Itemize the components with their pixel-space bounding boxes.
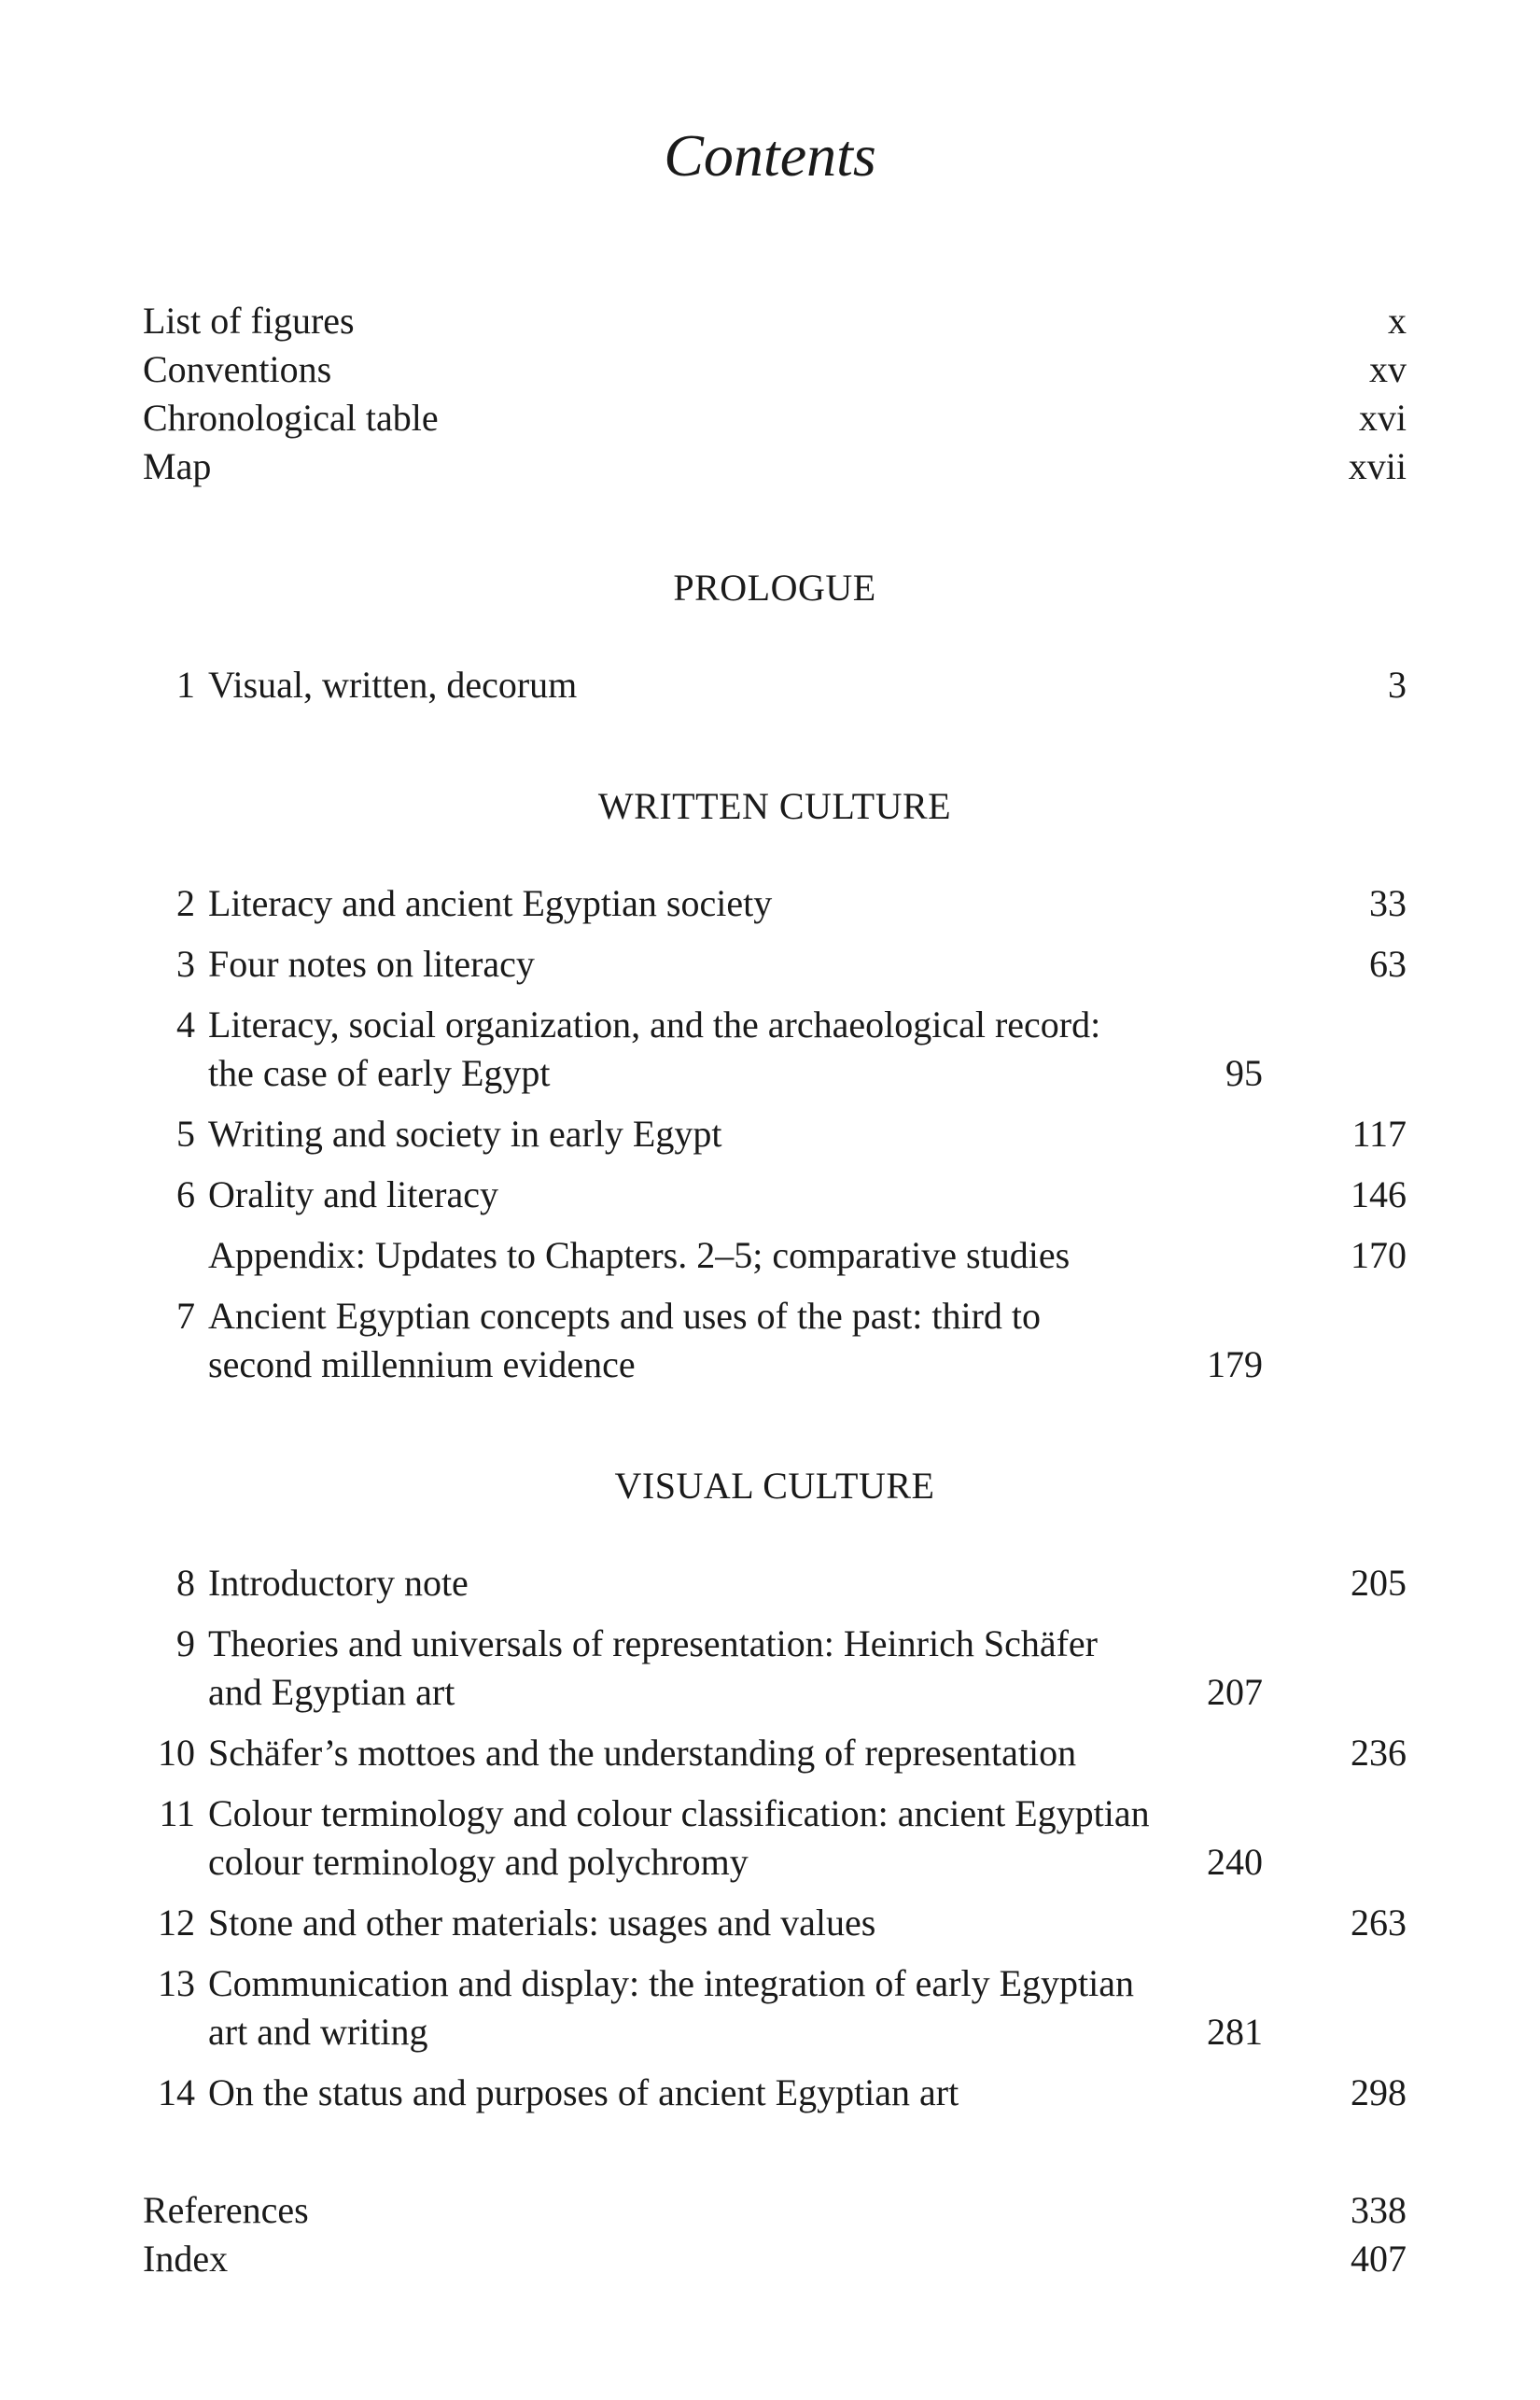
- chapter-title: Ancient Egyptian concepts and uses of the past: third to second millennium evidence: [208, 1295, 1042, 1385]
- section-heading: WRITTEN CULTURE: [597, 785, 952, 827]
- toc-entry[interactable]: [143, 2186, 1407, 2235]
- chapter-number: 6: [176, 1173, 195, 1215]
- chapter-page: 33: [1369, 882, 1407, 924]
- toc-entry-page: xvi: [1358, 397, 1407, 439]
- chapter-title: Literacy and ancient Egyptian society: [208, 882, 773, 924]
- toc-entry-page: x: [1388, 300, 1407, 342]
- chapter-page: 179: [1207, 1343, 1263, 1385]
- toc-entry-label: Chronological table: [143, 397, 439, 439]
- chapter-title: Visual, written, decorum: [208, 664, 578, 706]
- chapter-title: Stone and other materials: usages and values: [208, 1902, 876, 1944]
- chapter-number: 11: [159, 1792, 195, 1834]
- appendix-title: Appendix: Updates to Chapters. 2–5; comparative studies: [208, 1234, 1071, 1276]
- toc-entry[interactable]: [143, 394, 1407, 442]
- chapter-page: 63: [1369, 943, 1407, 985]
- chapter-page: 240: [1207, 1841, 1263, 1883]
- chapter-page: 170: [1351, 1234, 1407, 1276]
- toc-entry-label: References: [143, 2189, 309, 2231]
- chapter-entry[interactable]: [143, 1001, 1407, 1098]
- chapter-number: 5: [176, 1113, 195, 1155]
- chapter-number: 4: [176, 1004, 195, 1046]
- chapter-number: 7: [176, 1295, 195, 1337]
- chapter-number: 8: [176, 1562, 195, 1604]
- chapter-entry[interactable]: [143, 879, 1407, 928]
- toc-entry-label: Index: [143, 2238, 229, 2280]
- chapter-entry[interactable]: [143, 1959, 1407, 2056]
- toc-entry-page: 338: [1351, 2189, 1407, 2231]
- toc-entry[interactable]: [143, 345, 1407, 394]
- chapter-title: Communication and display: the integration of early Egyptian art and writing: [208, 1962, 1134, 2053]
- front-matter-list: [143, 297, 1407, 491]
- page-title: Contents: [664, 122, 876, 189]
- section-visual-culture: [143, 1462, 1407, 2129]
- chapter-page: 298: [1351, 2071, 1407, 2113]
- chapter-title: On the status and purposes of ancient Egyptian art: [208, 2071, 959, 2113]
- chapter-title: Introductory note: [208, 1562, 469, 1604]
- chapter-page: 263: [1351, 1902, 1407, 1944]
- chapter-title: Four notes on literacy: [208, 943, 535, 985]
- toc-entry-page: xvii: [1348, 445, 1407, 487]
- chapter-page: 3: [1388, 664, 1407, 706]
- section-heading: PROLOGUE: [673, 567, 876, 609]
- chapter-number: 12: [158, 1902, 195, 1944]
- chapter-page: 95: [1225, 1052, 1263, 1094]
- chapter-page: 117: [1351, 1113, 1407, 1155]
- back-matter-list: [143, 2186, 1407, 2283]
- chapter-page: 207: [1207, 1671, 1263, 1713]
- chapter-title: Schäfer’s mottoes and the understanding of representation: [208, 1732, 1077, 1774]
- section-prologue: [143, 564, 1407, 722]
- appendix-entry[interactable]: [143, 1231, 1407, 1280]
- chapter-entry[interactable]: [143, 940, 1407, 989]
- chapter-entry[interactable]: [143, 661, 1407, 709]
- chapter-number: 10: [158, 1732, 195, 1774]
- toc-entry[interactable]: [143, 297, 1407, 345]
- chapter-entry[interactable]: [143, 1789, 1407, 1887]
- section-heading: VISUAL CULTURE: [614, 1465, 935, 1507]
- toc-entry[interactable]: [143, 442, 1407, 491]
- toc-entry-label: Conventions: [143, 348, 332, 390]
- toc-entry[interactable]: [143, 2235, 1407, 2283]
- chapter-number: 2: [176, 882, 195, 924]
- chapter-page: 146: [1351, 1173, 1407, 1215]
- chapter-number: 3: [176, 943, 195, 985]
- chapter-page: 236: [1351, 1732, 1407, 1774]
- chapter-page: 281: [1207, 2011, 1263, 2053]
- chapter-title: Literacy, social organization, and the archaeological record: the case of early Egypt: [208, 1004, 1101, 1094]
- chapter-entry[interactable]: [143, 1110, 1407, 1158]
- chapter-entry[interactable]: [143, 1292, 1407, 1389]
- section-written-culture: [143, 782, 1407, 1401]
- chapter-number: 13: [158, 1962, 195, 2004]
- chapter-title: Orality and literacy: [208, 1173, 498, 1215]
- chapter-page: 205: [1351, 1562, 1407, 1604]
- chapter-entry[interactable]: [143, 1559, 1407, 1607]
- chapter-title: Colour terminology and colour classification: ancient Egyptian colour terminology and polychromy: [208, 1792, 1150, 1883]
- chapter-entry[interactable]: [143, 1171, 1407, 1219]
- toc-entry-page: 407: [1351, 2238, 1407, 2280]
- toc-entry-page: xv: [1369, 348, 1407, 390]
- chapter-entry[interactable]: [143, 1620, 1407, 1717]
- chapter-number: 1: [176, 664, 195, 706]
- chapter-entry[interactable]: [143, 1729, 1407, 1777]
- toc-entry-label: List of figures: [143, 300, 355, 342]
- chapter-number: 9: [176, 1622, 195, 1664]
- chapter-title: Writing and society in early Egypt: [208, 1113, 722, 1155]
- chapter-entry[interactable]: [143, 2069, 1407, 2117]
- chapter-title: Theories and universals of representation: Heinrich Schäfer and Egyptian art: [208, 1622, 1098, 1713]
- chapter-number: 14: [158, 2071, 195, 2113]
- toc-entry-label: Map: [143, 445, 212, 487]
- chapter-entry[interactable]: [143, 1899, 1407, 1947]
